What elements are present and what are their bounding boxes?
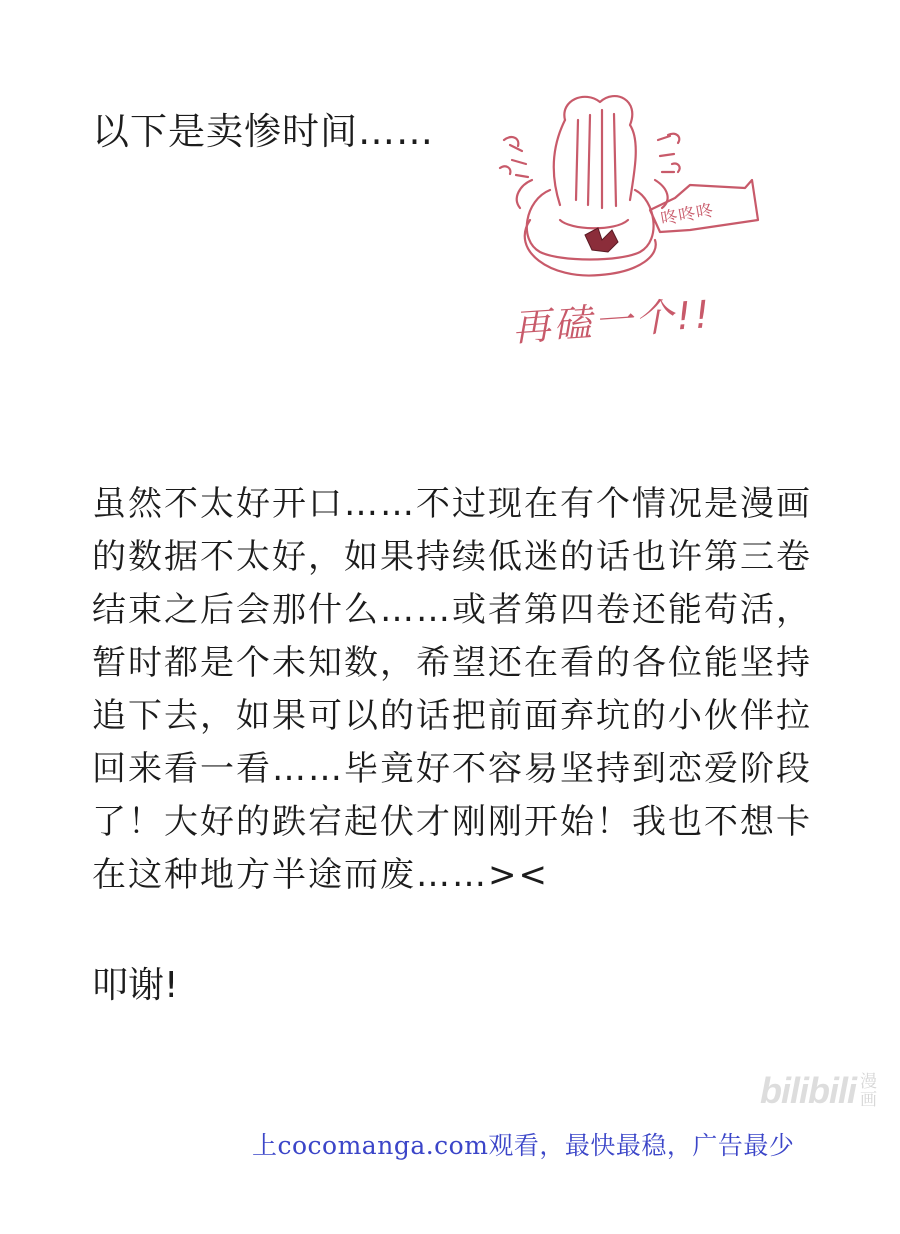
knock-sound-effect: 咚咚咚	[659, 200, 716, 230]
promo-link-text[interactable]: 上cocomanga.com观看，最快最稳，广告最少	[252, 1131, 795, 1160]
body-line: 的数据不太好，如果持续低迷的话也许第三卷	[92, 537, 812, 577]
body-line: 回来看一看……毕竟好不容易坚持到恋爱阶段	[92, 749, 812, 789]
body-line: 结束之后会那什么……或者第四卷还能苟活，	[92, 590, 812, 630]
body-line: 虽然不太好开口……不过现在有个情况是漫画	[92, 484, 812, 524]
body-paragraph	[92, 478, 812, 902]
bilibili-logo: bilibili	[760, 1070, 856, 1111]
body-line: 追下去，如果可以的话把前面弃坑的小伙伴拉	[92, 696, 812, 736]
thanks-text: 叩谢!	[92, 965, 179, 1006]
bilibili-manga-watermark	[760, 1070, 880, 1112]
body-line: 在这种地方半途而废……><	[92, 855, 549, 895]
body-line: 了！大好的跌宕起伏才刚刚开始！我也不想卡	[92, 802, 812, 842]
body-line: 暂时都是个未知数，希望还在看的各位能坚持	[92, 643, 812, 683]
doodle-caption: 再磕一个!!	[510, 292, 715, 350]
manga-label: 漫画	[860, 1072, 877, 1110]
intro-text: 以下是卖惨时间……	[92, 110, 434, 153]
